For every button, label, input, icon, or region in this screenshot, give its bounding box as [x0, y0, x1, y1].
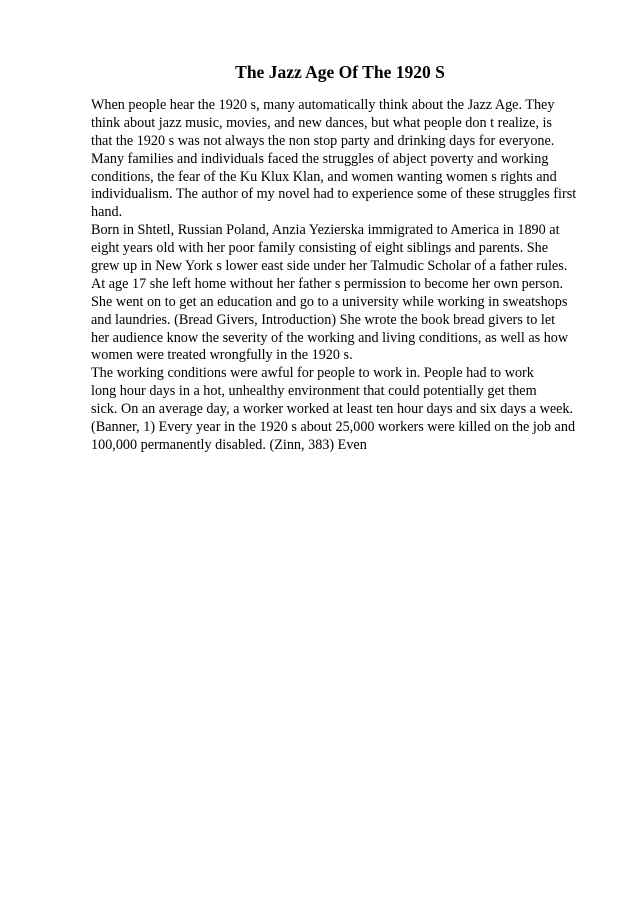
body-line: At age 17 she left home without her father s permission to become her own person.: [91, 275, 564, 292]
body-line: her audience know the severity of the working and living conditions, as well as how: [91, 329, 569, 346]
body-line: long hour days in a hot, unhealthy environment that could potentially get them: [91, 383, 537, 400]
body-line: that the 1920 s was not always the non stop party and drinking days for everyone.: [91, 132, 555, 149]
body-line: When people hear the 1920 s, many automatically think about the Jazz Age. They: [91, 97, 555, 113]
body-line: grew up in New York s lower east side under her Talmudic Scholar of a father rules.: [91, 258, 568, 275]
body-line: (Banner, 1) Every year in the 1920 s about 25,000 workers were killed on the job and: [91, 419, 576, 436]
body-line: Born in Shtetl, Russian Poland, Anzia Yezierska immigrated to America in 1890 at: [91, 222, 560, 239]
body-line: individualism. The author of my novel had to experience some of these struggles first: [91, 186, 577, 203]
body-line: sick. On an average day, a worker worked at least ten hour days and six days a week.: [91, 401, 574, 418]
document-body: [91, 97, 631, 455]
body-line: The working conditions were awful for people to work in. People had to work: [91, 365, 534, 382]
body-line: Many families and individuals faced the struggles of abject poverty and working: [91, 150, 549, 167]
body-line: 100,000 permanently disabled. (Zinn, 383) Even: [91, 436, 367, 453]
body-line: women were treated wrongfully in the 1920 s.: [91, 347, 353, 364]
body-line: She went on to get an education and go to a university while working in sweatshops: [91, 293, 568, 310]
document-title: The Jazz Age Of The 1920 S: [235, 62, 445, 82]
body-line: and laundries. (Bread Givers, Introduction) She wrote the book bread givers to let: [91, 311, 556, 328]
body-line: think about jazz music, movies, and new dances, but what people don t realize, is: [91, 114, 552, 131]
body-line: eight years old with her poor family consisting of eight siblings and parents. She: [91, 240, 549, 257]
body-line: hand.: [91, 204, 123, 221]
body-line: conditions, the fear of the Ku Klux Klan, and women wanting women s rights and: [91, 168, 557, 185]
